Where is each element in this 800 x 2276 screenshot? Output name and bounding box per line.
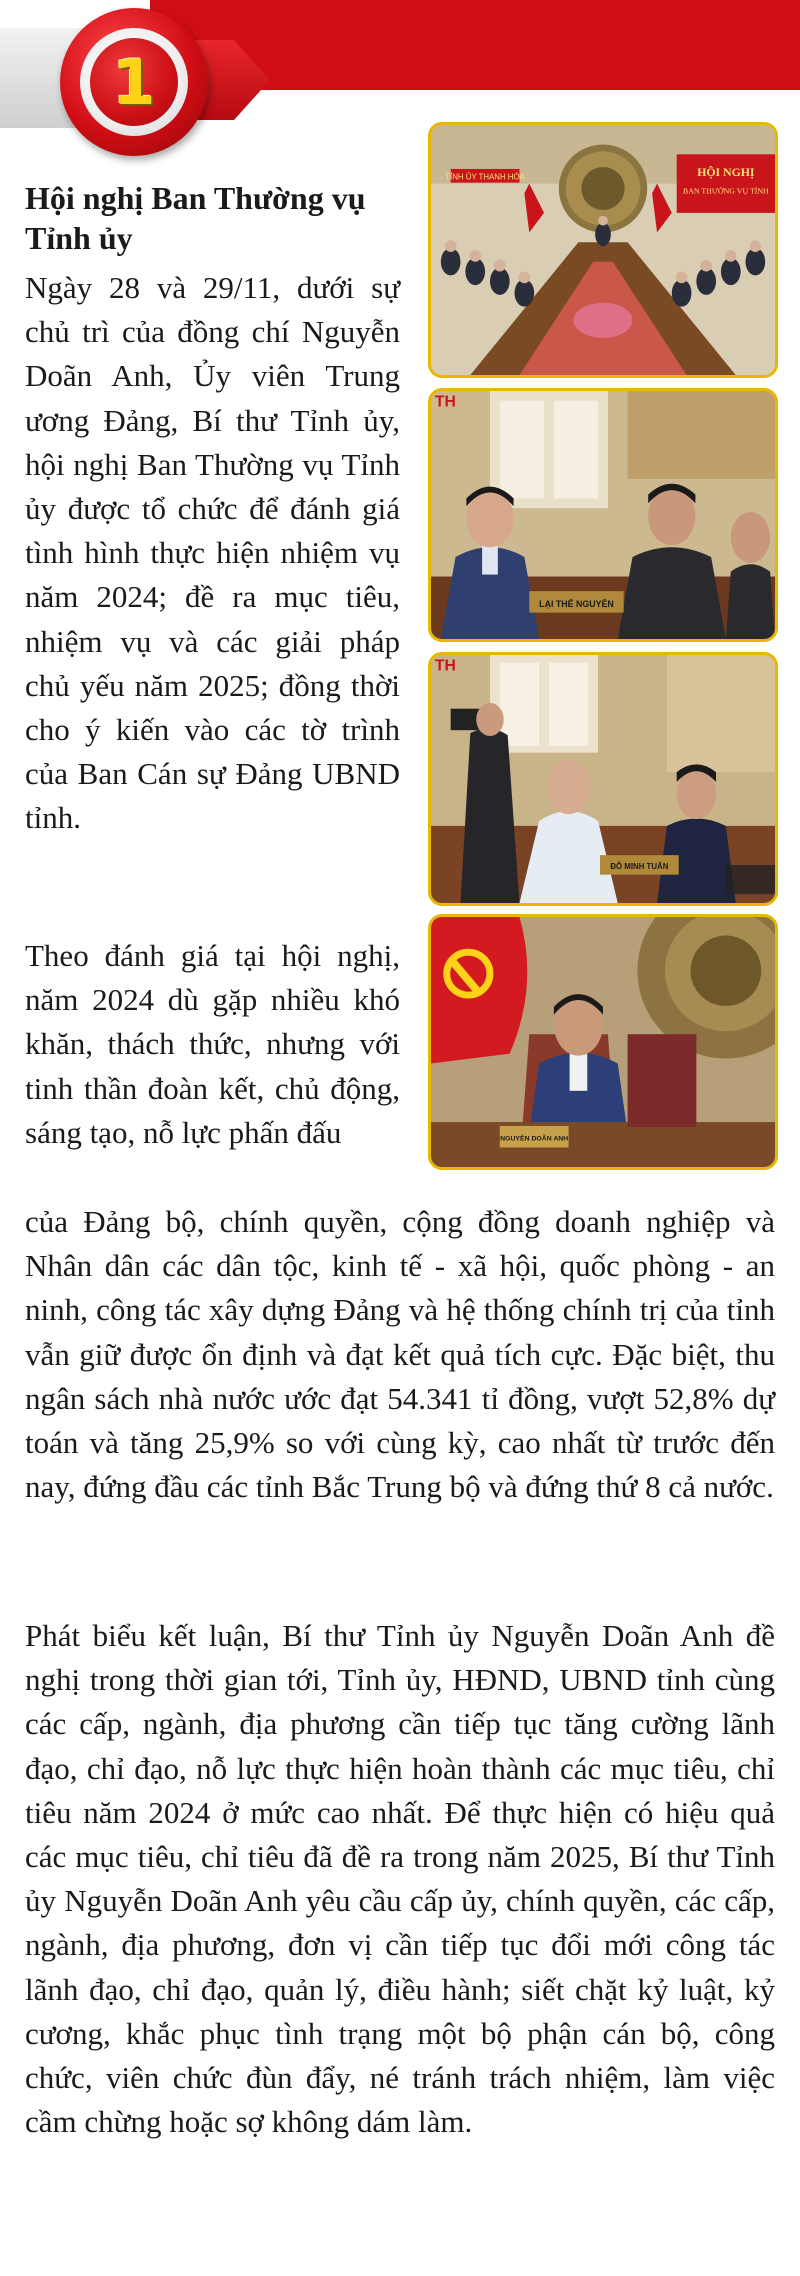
delegate-photo-2 bbox=[431, 391, 775, 639]
secretary-photo bbox=[431, 917, 775, 1167]
corner-logo-3: TH bbox=[434, 657, 456, 675]
delegate-photo-3 bbox=[431, 655, 775, 903]
paragraph-2-end: của Đảng bộ, chính quyền, cộng đồng doanh nghiệp và Nhân dân các dân tộc, kinh tế - xã hội, quốc phòng - an ninh, công tác xây dựng Đảng và hệ thống chính trị của tỉnh vẫn giữ được ổn định và đạt kết quả tích cực. Đặc biệt, thu ngân sách nhà nước ước đạt 54.341 tỉ đồng, vượt 52,8% dự toán và tăng 25,9% so với cùng kỳ, cao nhất từ trước đến nay, đứng đầu các tỉnh Bắc Trung bộ và đứng thứ 8 cả nước. bbox=[25, 1204, 775, 1505]
paragraph-3: Phát biểu kết luận, Bí thư Tỉnh ủy Nguyễn Doãn Anh đề nghị trong thời gian tới, Tỉnh ủy, HĐND, UBND tỉnh cùng các cấp, ngành, địa phương cần tiếp tục tăng cường lãnh đạo, chỉ đạo, nỗ lực thực hiện hoàn thành các mục tiêu, chỉ tiêu năm 2024 ở mức cao nhất. Để thực hiện có hiệu quả các mục tiêu, chỉ tiêu đã đề ra trong năm 2025, Bí thư Tỉnh ủy Nguyễn Doãn Anh yêu cầu cấp ủy, chính quyền, các cấp, ngành, địa phương, đơn vị cần tiếp tục đổi mới công tác lãnh đạo, chỉ đạo, quản lý, điều hành; siết chặt kỷ luật, kỷ cương, khắc phục tình trạng một bộ phận cán bộ, công chức, viên chức đùn đẩy, né tránh trách nhiệm, làm việc cầm chừng hoặc sợ không dám làm. bbox=[25, 1618, 775, 2140]
photo-party-secretary bbox=[428, 914, 778, 1170]
section-number: 1 bbox=[112, 45, 156, 119]
nameplate-4: NGUYỄN DOÃN ANH bbox=[500, 1135, 569, 1143]
photo-delegate-lai-the-nguyen bbox=[428, 388, 778, 642]
hall-banner-line-2: BAN THƯỜNG VỤ TỈNH bbox=[682, 186, 769, 196]
nameplate-2: LẠI THẾ NGUYÊN bbox=[539, 598, 614, 609]
paragraph-2-start: Theo đánh giá tại hội nghị, năm 2024 dù gặp nhiều khó khăn, thách thức, nhưng với tinh thần đoàn kết, chủ động, sáng tạo, nỗ lực phấn đấu bbox=[25, 938, 400, 1150]
conference-hall-image bbox=[431, 125, 775, 375]
hall-banner-line-1: HỘI NGHỊ bbox=[697, 165, 755, 179]
article-title: Hội nghị Ban Thường vụ Tỉnh ủy bbox=[25, 180, 366, 256]
corner-logo-2: TH bbox=[434, 393, 456, 411]
nameplate-3: ĐỖ MINH TUẤN bbox=[610, 861, 669, 871]
paragraph-1: Ngày 28 và 29/11, dưới sự chủ trì của đồng chí Nguyễn Doãn Anh, Ủy viên Trung ương Đảng, Bí thư Tỉnh ủy, hội nghị Ban Thường vụ Tỉnh ủy được tổ chức để đánh giá tình hình thực hiện nhiệm vụ năm 2024; đề ra mục tiêu, nhiệm vụ và các giải pháp chủ yếu năm 2025; đồng thời cho ý kiến vào các tờ trình của Ban Cán sự Đảng UBND tỉnh. bbox=[25, 270, 400, 836]
photo-delegates-camera bbox=[428, 652, 778, 906]
hall-sign-text: TỈNH ỦY THANH HÓA bbox=[445, 172, 525, 182]
photo-conference-hall bbox=[428, 122, 778, 378]
